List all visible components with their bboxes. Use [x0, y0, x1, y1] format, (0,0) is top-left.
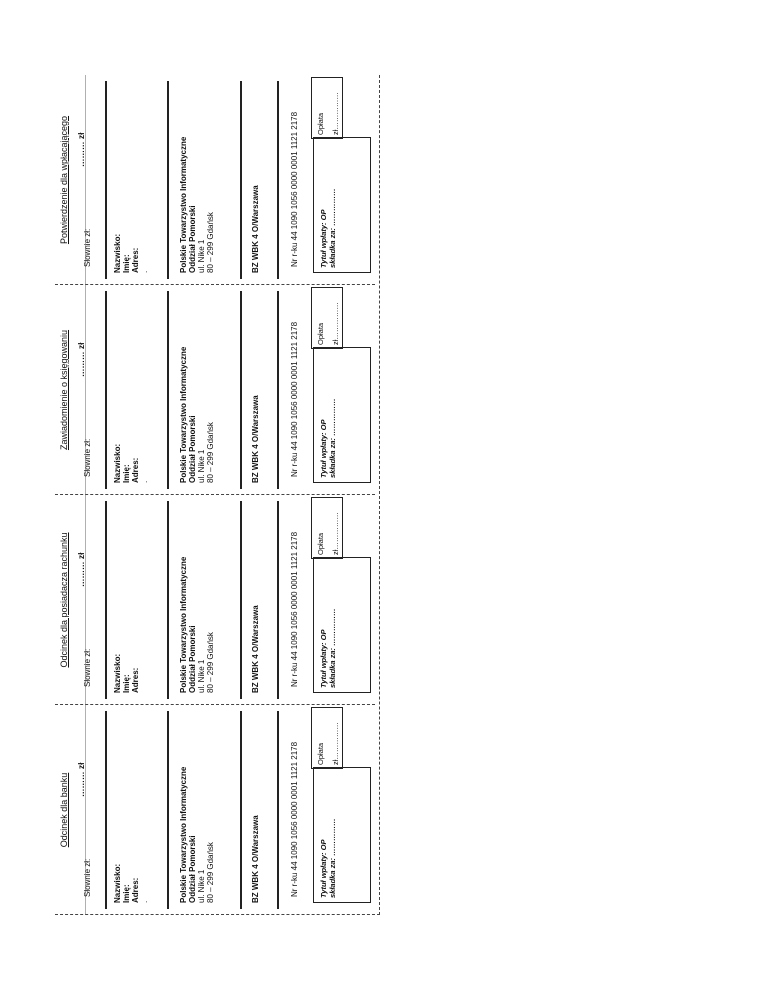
- account-number: Nr r-ku 44 1090 1056 0000 0001 1121 2178: [290, 531, 299, 687]
- recipient-city: 80 – 299 Gdańsk: [206, 632, 215, 693]
- fee-box: [311, 497, 343, 559]
- payment-slip-sheet: [55, 75, 380, 915]
- payer-block: [113, 864, 149, 903]
- coupon-bank: [55, 705, 380, 915]
- recipient-block: [179, 767, 215, 903]
- address-label: Adres:: [131, 877, 140, 903]
- amount-in-words-label: Słownie zł:: [83, 438, 92, 477]
- recipient-street: ul. Nike 1: [197, 449, 206, 483]
- address-value: .: [140, 480, 149, 483]
- divider: [167, 291, 169, 489]
- divider: [105, 81, 107, 279]
- address-label: Adres:: [131, 667, 140, 693]
- amount-field: ……… zł: [76, 132, 86, 167]
- coupon-title: Odcinek dla banku: [59, 772, 69, 848]
- payment-title: Tytuł wpłaty: OP: [319, 419, 328, 478]
- fee-amount: zł……………: [331, 92, 340, 135]
- payer-block: [113, 444, 149, 483]
- recipient-city: 80 – 299 Gdańsk: [206, 422, 215, 483]
- amount-field: ……… zł: [76, 552, 86, 587]
- surname-label: Nazwisko:: [113, 233, 122, 273]
- fee-amount: zł……………: [331, 722, 340, 765]
- payment-title: Tytuł wpłaty: OP: [319, 209, 328, 268]
- divider: [277, 711, 279, 909]
- recipient-street: ul. Nike 1: [197, 659, 206, 693]
- fee-box: [311, 287, 343, 349]
- divider: [240, 81, 242, 279]
- account-number: Nr r-ku 44 1090 1056 0000 0001 1121 2178: [290, 321, 299, 477]
- divider: [277, 81, 279, 279]
- fee-for: składka za: ……………: [328, 608, 337, 688]
- first-name-label: Imię:: [122, 254, 131, 273]
- recipient-name: Polskie Towarzystwo Informatyczne: [179, 136, 188, 273]
- surname-label: Nazwisko:: [113, 863, 122, 903]
- divider: [167, 81, 169, 279]
- divider: [105, 501, 107, 699]
- recipient-branch: Oddział Pomorski: [188, 625, 197, 693]
- divider: [167, 501, 169, 699]
- fee-label: Opłata: [316, 742, 325, 765]
- bank-name: BZ WBK 4 O/Warszawa: [251, 815, 260, 903]
- coupon-title: Potwierdzenie dla wpłacającego: [59, 115, 69, 245]
- first-name-label: Imię:: [122, 884, 131, 903]
- address-value: .: [140, 900, 149, 903]
- first-name-label: Imię:: [122, 464, 131, 483]
- payment-title-box: [313, 767, 371, 903]
- fee-box: [311, 707, 343, 769]
- fee-box: [311, 77, 343, 139]
- fee-for: składka za: ……………: [328, 398, 337, 478]
- amount-in-words-label: Słownie zł:: [83, 858, 92, 897]
- recipient-block: [179, 557, 215, 693]
- coupon-title: Zawiadomienie o księgowaniu: [59, 329, 69, 451]
- divider: [105, 711, 107, 909]
- bank-name: BZ WBK 4 O/Warszawa: [251, 185, 260, 273]
- divider: [240, 711, 242, 909]
- fee-amount: zł……………: [331, 512, 340, 555]
- fee-label: Opłata: [316, 112, 325, 135]
- payer-block: [113, 654, 140, 693]
- fee-amount: zł……………: [331, 302, 340, 345]
- recipient-city: 80 – 299 Gdańsk: [206, 212, 215, 273]
- amount-in-words-label: Słownie zł:: [83, 228, 92, 267]
- amount-field: ……… zł: [76, 762, 86, 797]
- payment-title-box: [313, 137, 371, 273]
- payer-block: [113, 234, 149, 273]
- amount-in-words-label: Słownie zł:: [83, 648, 92, 687]
- recipient-block: [179, 347, 215, 483]
- payment-title-box: [313, 347, 371, 483]
- fee-label: Opłata: [316, 322, 325, 345]
- recipient-name: Polskie Towarzystwo Informatyczne: [179, 556, 188, 693]
- surname-label: Nazwisko:: [113, 653, 122, 693]
- recipient-branch: Oddział Pomorski: [188, 415, 197, 483]
- recipient-branch: Oddział Pomorski: [188, 205, 197, 273]
- amount-field: ……… zł: [76, 342, 86, 377]
- recipient-street: ul. Nike 1: [197, 869, 206, 903]
- recipient-block: [179, 137, 215, 273]
- first-name-label: Imię:: [122, 674, 131, 693]
- divider: [167, 711, 169, 909]
- address-label: Adres:: [131, 247, 140, 273]
- divider: [240, 501, 242, 699]
- fee-for: składka za: ……………: [328, 188, 337, 268]
- divider: [240, 291, 242, 489]
- recipient-name: Polskie Towarzystwo Informatyczne: [179, 346, 188, 483]
- coupon-title: Odcinek dla posiadacza rachunku: [59, 532, 69, 668]
- coupon-posting-notice: [55, 285, 380, 495]
- fee-label: Opłata: [316, 532, 325, 555]
- divider: [277, 501, 279, 699]
- address-label: Adres:: [131, 457, 140, 483]
- account-number: Nr r-ku 44 1090 1056 0000 0001 1121 2178: [290, 741, 299, 897]
- address-value: .: [140, 270, 149, 273]
- payment-title: Tytuł wpłaty: OP: [319, 839, 328, 898]
- payment-title-box: [313, 557, 371, 693]
- coupon-account-holder: [55, 495, 380, 705]
- bank-name: BZ WBK 4 O/Warszawa: [251, 605, 260, 693]
- bank-name: BZ WBK 4 O/Warszawa: [251, 395, 260, 483]
- divider: [105, 291, 107, 489]
- recipient-branch: Oddział Pomorski: [188, 835, 197, 903]
- recipient-street: ul. Nike 1: [197, 239, 206, 273]
- recipient-city: 80 – 299 Gdańsk: [206, 842, 215, 903]
- recipient-name: Polskie Towarzystwo Informatyczne: [179, 766, 188, 903]
- surname-label: Nazwisko:: [113, 443, 122, 483]
- divider: [277, 291, 279, 489]
- coupon-payer-confirmation: [55, 75, 380, 285]
- fee-for: składka za: ……………: [328, 818, 337, 898]
- payment-title: Tytuł wpłaty: OP: [319, 629, 328, 688]
- account-number: Nr r-ku 44 1090 1056 0000 0001 1121 2178: [290, 111, 299, 267]
